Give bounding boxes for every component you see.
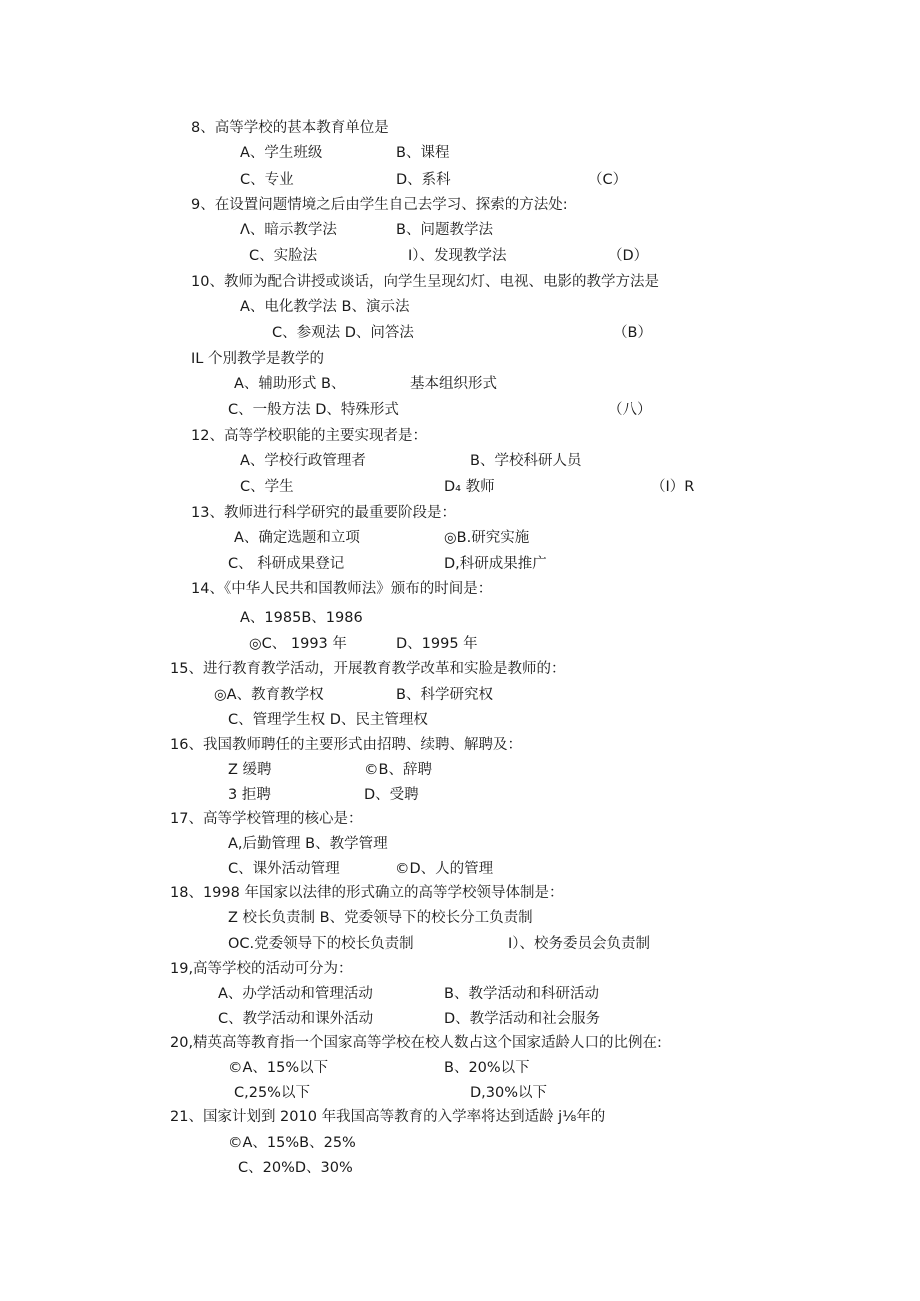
q15-option-b: B、科学研究权 bbox=[396, 687, 493, 703]
q10-options-ab: A、电化教学法 B、演示法 bbox=[240, 299, 410, 315]
question-19: 19,高等学校的活动可分为： bbox=[170, 961, 353, 977]
q21-options-ab: ©A、15%B、25% bbox=[228, 1135, 356, 1151]
q20-option-a: ©A、15%以下 bbox=[228, 1060, 329, 1076]
q8-option-b: B、课程 bbox=[396, 145, 450, 161]
q12-answer: （I）R bbox=[651, 479, 695, 495]
q10-options-cd: C、参观法 D、问答法 bbox=[272, 325, 414, 341]
q8-option-a: A、学生班级 bbox=[240, 145, 323, 161]
q15-options-cd: C、管理学生权 D、民主管理权 bbox=[228, 712, 428, 728]
q9-option-b: B、问题教学法 bbox=[396, 222, 493, 238]
question-20: 20,精英高等教育指一个国家高等学校在校人数占这个国家适龄人口的比例在: bbox=[170, 1035, 662, 1051]
q8-option-d: D、系科 bbox=[396, 172, 451, 188]
question-17: 17、高等学校管理的核心是： bbox=[170, 811, 363, 827]
q12-option-b: B、学校科研人员 bbox=[470, 453, 582, 469]
q16-option-b: ©B、辞聘 bbox=[364, 762, 432, 778]
q19-option-c: C、教学活动和课外活动 bbox=[218, 1011, 374, 1027]
q19-option-d: D、教学活动和社会服务 bbox=[444, 1011, 601, 1027]
q11-options-cd: C、一般方法 D、特殊形式 bbox=[228, 402, 399, 418]
q20-option-c: C,25%以下 bbox=[234, 1085, 310, 1101]
question-18: 18、1998 年国家以法律的形式确立的高等学校领导体制是： bbox=[170, 885, 564, 901]
q18-option-c: OC.党委领导下的校长负责制 bbox=[228, 936, 414, 952]
q19-option-b: B、教学活动和科研活动 bbox=[444, 986, 599, 1002]
question-9: 9、在设置问题情境之后由学生自己去学习、探索的方法处: bbox=[191, 197, 568, 213]
q14-option-c: ◎C、 1993 年 bbox=[249, 636, 347, 652]
q9-option-a: Λ、暗示教学法 bbox=[240, 222, 337, 238]
q14-option-d: D、1995 年 bbox=[396, 636, 478, 652]
q16-option-a: Z 缓聘 bbox=[228, 762, 272, 778]
q9-answer: （D） bbox=[608, 248, 649, 264]
question-21: 21、国家计划到 2010 年我国高等教育的入学率将达到适龄 j⅛年的 bbox=[170, 1109, 606, 1125]
q20-option-b: B、20%以下 bbox=[444, 1060, 530, 1076]
q12-option-c: C、学生 bbox=[240, 479, 294, 495]
q9-option-c: C、实脸法 bbox=[249, 248, 318, 264]
q13-option-a: A、确定选题和立项 bbox=[234, 530, 360, 546]
question-13: 13、教师进行科学研究的最重要阶段是： bbox=[191, 505, 456, 521]
q16-option-c: 3 拒聘 bbox=[228, 787, 271, 803]
q19-option-a: A、办学活动和管理活动 bbox=[218, 986, 373, 1002]
q13-option-b: ◎B.研究实施 bbox=[444, 530, 530, 546]
question-15: 15、进行教育教学活动，开展教育教学改革和实脸是教师的： bbox=[170, 661, 566, 677]
q13-option-d: D,科研成果推广 bbox=[444, 556, 547, 572]
question-11: IL 个別教学是教学的 bbox=[191, 351, 324, 367]
q13-option-c: C、 科研成果登记 bbox=[228, 556, 345, 572]
q17-option-d: ©D、人的管理 bbox=[395, 861, 494, 877]
q17-option-c: C、课外活动管理 bbox=[228, 861, 340, 877]
q9-option-d: I）、发现教学法 bbox=[408, 248, 507, 264]
q20-option-d: D,30%以下 bbox=[470, 1085, 548, 1101]
question-16: 16、我国教师聘任的主要形式由招聘、续聘、解聘及： bbox=[170, 737, 522, 753]
q12-option-a: A、学校行政管理者 bbox=[240, 453, 366, 469]
q8-answer: （C） bbox=[588, 172, 628, 188]
q21-options-cd: C、20%D、30% bbox=[238, 1160, 353, 1176]
q18-option-d: I）、校务委员会负责制 bbox=[508, 936, 651, 952]
question-10: 10、教师为配合讲授或谈话，向学生呈现幻灯、电视、电影的教学方法是 bbox=[191, 274, 659, 290]
q10-answer: （B） bbox=[613, 325, 652, 341]
question-12: 12、高等学校职能的主要实现者是： bbox=[191, 428, 427, 444]
q11-option-a: A、辅助形式 B、 bbox=[234, 376, 346, 392]
q17-options-ab: A,后勤管理 B、教学管理 bbox=[228, 836, 388, 852]
q8-option-c: C、专业 bbox=[240, 172, 294, 188]
q11-option-b: 基本组织形式 bbox=[410, 376, 497, 392]
q12-option-d: D₄ 教师 bbox=[444, 479, 495, 495]
question-14: 14、《中华人民共和国教师法》颁布的时间是： bbox=[191, 581, 493, 597]
q14-options-ab: A、1985B、1986 bbox=[240, 610, 363, 626]
q18-options-ab: Z 校长负责制 B、党委领导下的校长分工负责制 bbox=[228, 910, 533, 926]
q16-option-d: D、受聘 bbox=[364, 787, 419, 803]
q11-answer: （八） bbox=[608, 402, 652, 418]
question-8: 8、高等学校的甚本教育单位是 bbox=[191, 120, 389, 136]
q15-option-a: ◎A、教育教学权 bbox=[214, 687, 324, 703]
